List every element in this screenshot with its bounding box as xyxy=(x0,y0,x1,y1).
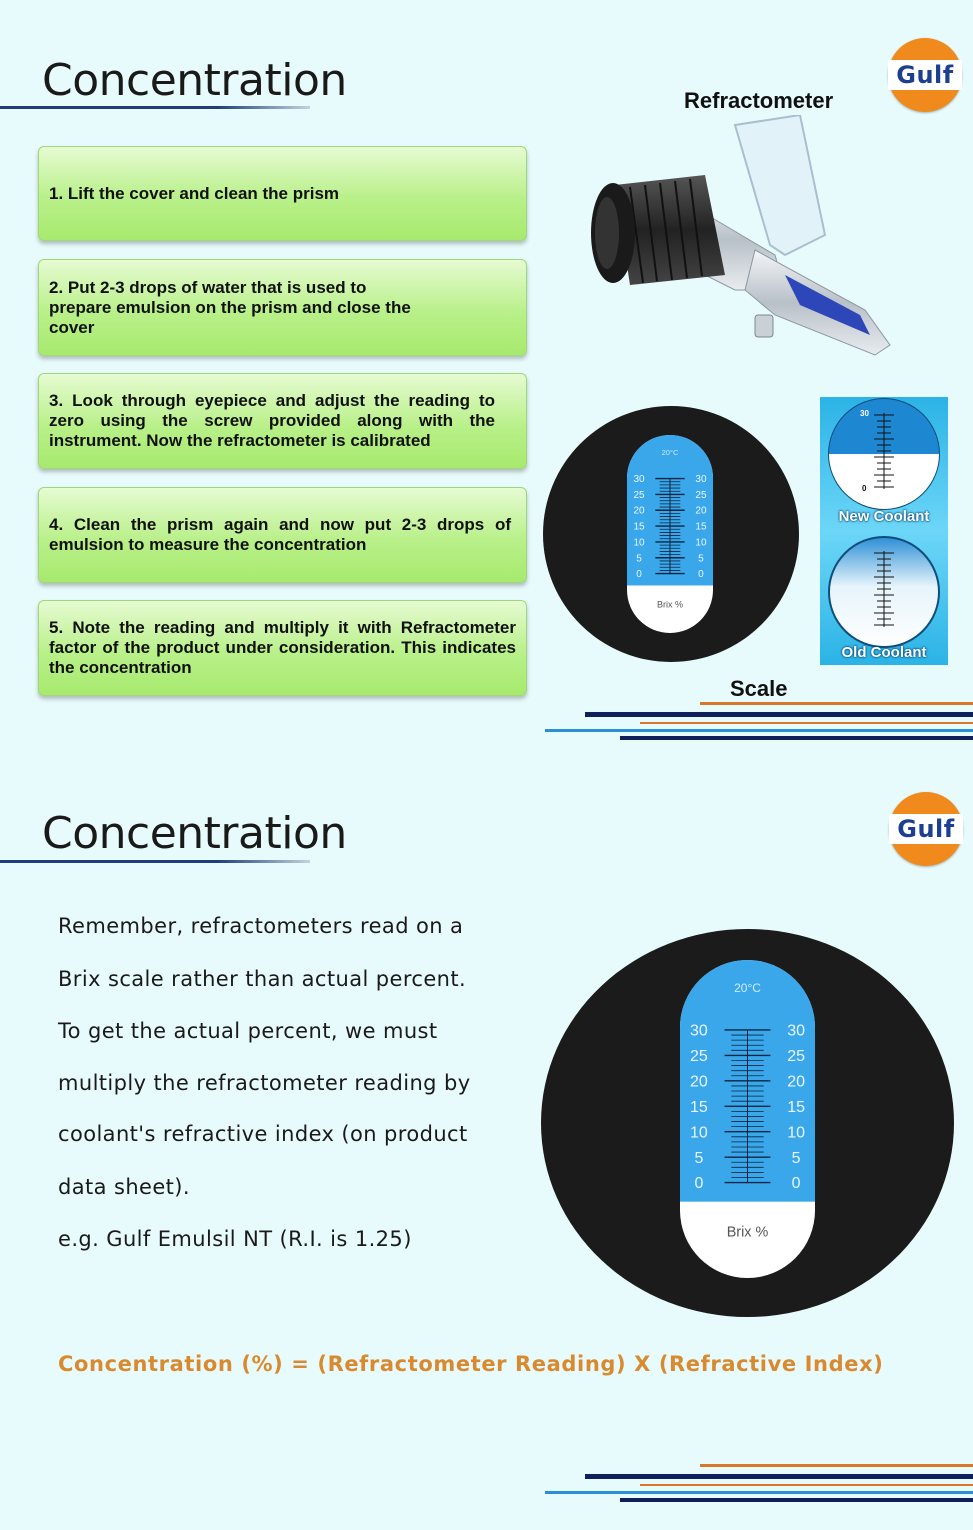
body-line: multiply the refractometer reading by xyxy=(58,1071,471,1095)
gulf-logo-text: Gulf xyxy=(897,815,955,843)
tick-label: 0 xyxy=(636,569,642,581)
gulf-logo-text: Gulf xyxy=(896,61,954,89)
step-card xyxy=(38,259,527,356)
scale-unit: Brix % xyxy=(726,1224,769,1241)
slide-formula xyxy=(0,760,973,1530)
tick-label: 10 xyxy=(695,537,707,549)
body-line: coolant's refractive index (on product xyxy=(58,1122,468,1146)
tick-label: 20 xyxy=(690,1073,708,1091)
tick-label: 15 xyxy=(695,521,707,533)
tick-label: 30 xyxy=(633,474,645,486)
brix-scale-graphic xyxy=(540,928,955,1318)
tick-label: 5 xyxy=(698,553,704,565)
body-line: data sheet). xyxy=(58,1175,190,1199)
footer-stripes xyxy=(0,698,973,758)
tick-label: 5 xyxy=(791,1149,801,1167)
tick-label: 25 xyxy=(690,1048,708,1065)
coolant-comparison xyxy=(820,397,948,665)
tick-label: 5 xyxy=(694,1149,704,1167)
step-text: 2. Put 2-3 drops of water that is used to prepare emulsion on the prism and close the cover xyxy=(49,277,411,337)
step-card xyxy=(38,146,527,241)
tick-label: 25 xyxy=(787,1048,805,1065)
tick-label: 10 xyxy=(787,1124,805,1142)
scale-temp: 20°C xyxy=(734,980,761,995)
mini-scale-top: 30 xyxy=(860,409,869,418)
concentration-formula: Concentration (%) = (Refractometer Reading) X (Refractive Index) xyxy=(58,1352,884,1376)
tick-label: 20 xyxy=(695,505,707,517)
body-line: Remember, refractometers read on a xyxy=(58,914,464,938)
tick-label: 10 xyxy=(690,1124,708,1142)
tick-label: 0 xyxy=(791,1175,801,1193)
body-line: e.g. Gulf Emulsil NT (R.I. is 1.25) xyxy=(58,1227,412,1251)
tick-label: 30 xyxy=(695,474,707,486)
new-coolant-label: New Coolant xyxy=(838,508,930,525)
slide-title: Concentration xyxy=(42,55,347,106)
footer-stripes xyxy=(0,1460,973,1520)
tick-label: 15 xyxy=(690,1098,708,1116)
tick-label: 10 xyxy=(633,537,645,549)
tick-label: 30 xyxy=(787,1022,805,1040)
tick-label: 25 xyxy=(633,489,645,501)
step-card xyxy=(38,487,527,583)
title-underline xyxy=(0,106,310,109)
step-card xyxy=(38,373,527,469)
scale-label: Scale xyxy=(730,676,788,701)
body-line: To get the actual percent, we must xyxy=(58,1019,438,1043)
slide-instructions xyxy=(0,0,973,760)
tick-label: 5 xyxy=(636,553,642,565)
old-coolant-label: Old Coolant xyxy=(841,644,927,661)
step-text: 1. Lift the cover and clean the prism xyxy=(49,183,340,203)
refractometer-label: Refractometer xyxy=(684,88,834,113)
tick-label: 20 xyxy=(787,1073,805,1091)
brix-scale-graphic xyxy=(542,405,800,663)
tick-label: 30 xyxy=(690,1022,708,1040)
tick-label: 15 xyxy=(787,1098,805,1116)
mini-scale-bottom: 0 xyxy=(862,484,867,493)
step-text: 5. Note the reading and multiply it with Refractometer factor of the product under consideration. This indicates the concentration xyxy=(49,618,516,677)
coolant-scales-graphic xyxy=(820,397,948,665)
brix-scale-view xyxy=(542,405,800,663)
tick-label: 0 xyxy=(698,569,704,581)
refractometer-image xyxy=(585,115,905,365)
tick-label: 15 xyxy=(633,521,645,533)
gulf-logo xyxy=(889,792,963,866)
tick-label: 20 xyxy=(633,505,645,517)
scale-temp: 20°C xyxy=(661,447,679,457)
step-text: 4. Clean the prism again and now put 2-3 drops of emulsion to measure the concentration xyxy=(49,515,511,554)
title-underline xyxy=(0,860,310,863)
brix-scale-view-large xyxy=(540,928,955,1318)
tick-label: 0 xyxy=(694,1175,704,1193)
step-text: 3. Look through eyepiece and adjust the reading to zero using the screw provided along with the instrument. Now the refractometer is calibrated xyxy=(49,391,495,450)
tick-label: 25 xyxy=(695,489,707,501)
gulf-logo xyxy=(888,38,962,112)
step-card xyxy=(38,600,527,696)
slide-title: Concentration xyxy=(42,808,347,859)
scale-unit: Brix % xyxy=(656,599,684,610)
body-line: Brix scale rather than actual percent. xyxy=(58,967,467,991)
